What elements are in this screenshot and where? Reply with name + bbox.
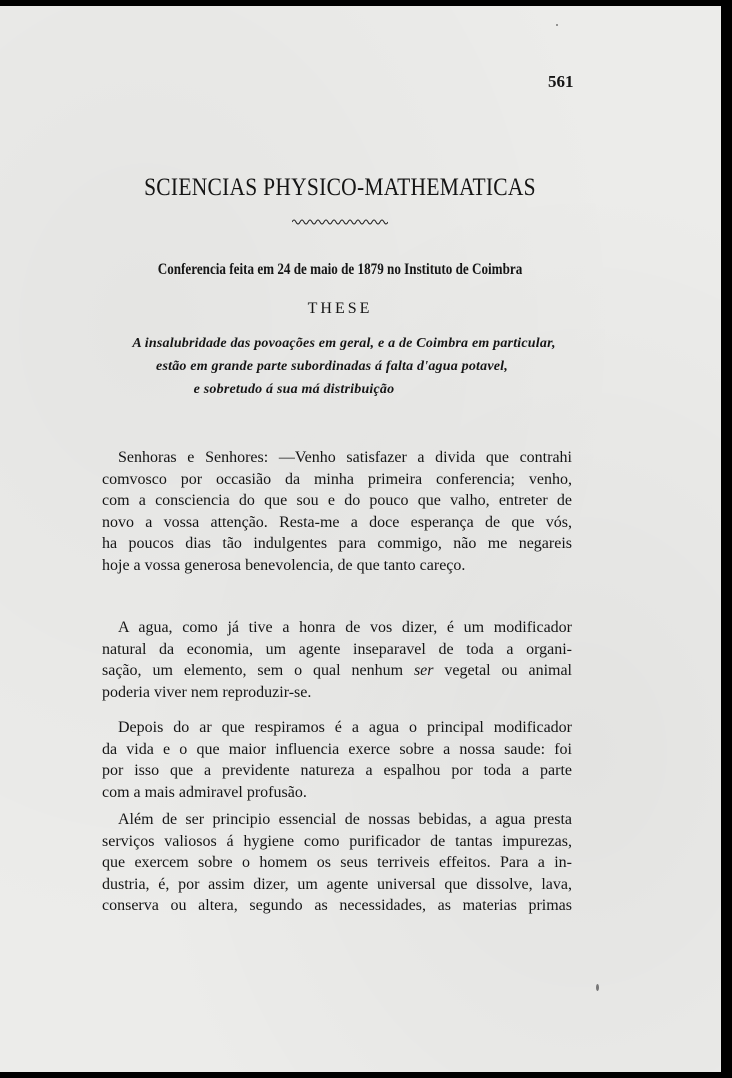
- text-line: Senhoras e Senhores: —Venho satisfazer a divida que contrahi: [118, 449, 572, 466]
- paragraph-3: [102, 717, 572, 803]
- text-line: poderia viver nem reproduzir-se.: [102, 683, 312, 701]
- paragraph-1: [102, 447, 572, 577]
- text-line: com a consciencia do que sou e do pouco que valho, entreter de: [102, 492, 572, 510]
- text-fragment: vegetal ou animal: [444, 662, 572, 680]
- paper-speck: [556, 24, 558, 26]
- text-line: A agua, como já tive a honra de vos dizer, é um modificador: [118, 619, 572, 636]
- text-line: natural da economia, um agente inseparavel de toda a organi-: [102, 640, 572, 658]
- text-line: dustria, é, por assim dizer, um agente universal que dissolve, lava,: [102, 875, 572, 893]
- text-line: hoje a vossa generosa benevolencia, de que tanto careço.: [102, 556, 466, 574]
- scan-edge: [721, 6, 727, 1072]
- paper-speck: [596, 984, 599, 991]
- text-line: Além de ser principio essencial de nossas bebidas, a agua presta: [118, 811, 572, 828]
- paragraph-2: [102, 617, 572, 703]
- thesis-line: e sobretudo á sua má distribuição: [193, 382, 395, 397]
- thesis-line: A insalubridade das povoações em geral, e a de Coimbra em particular,: [132, 336, 556, 351]
- text-line: Depois do ar que respiramos é a agua o principal modificador: [118, 719, 572, 736]
- text-fragment: sação, um elemento, sem o qual nenhum: [102, 662, 404, 680]
- text-line: da vida e o que maior influencia exerce sobre a nossa saude: foi: [102, 740, 572, 758]
- section-title: SCIENCIAS PHYSICO-MATHEMATICAS: [144, 174, 536, 201]
- text-line: novo a vossa attenção. Resta-me a doce esperança de que vós,: [102, 513, 572, 531]
- italic-word: ser: [413, 662, 434, 680]
- text-line-mixed: [102, 660, 572, 682]
- text-line: com a mais admiravel profusão.: [102, 783, 307, 801]
- thesis-heading: THESE: [307, 300, 373, 317]
- document-page: [0, 6, 727, 1072]
- text-line: que exercem sobre o homem os seus terriveis effeitos. Para a in-: [102, 854, 572, 872]
- thesis-line: estão em grande parte subordinadas á falta d'agua potavel,: [156, 359, 508, 374]
- conference-subtitle: Conferencia feita em 24 de maio de 1879 no Instituto de Coimbra: [157, 261, 523, 278]
- text-line: comvosco por occasião da minha primeira conferencia; venho,: [102, 470, 572, 488]
- text-line: ha poucos dias tão indulgentes para commigo, não me negareis: [102, 535, 572, 553]
- page-number: 561: [548, 72, 574, 91]
- paragraph-4: [102, 809, 572, 917]
- wavy-rule-ornament: [292, 217, 388, 227]
- text-line: serviços valiosos á hygiene como purificador de tantas impurezas,: [102, 832, 572, 850]
- text-line: conserva ou altera, segundo as necessidades, as materias primas: [102, 897, 572, 915]
- text-line: por isso que a previdente natureza a espalhou por toda a parte: [102, 762, 572, 780]
